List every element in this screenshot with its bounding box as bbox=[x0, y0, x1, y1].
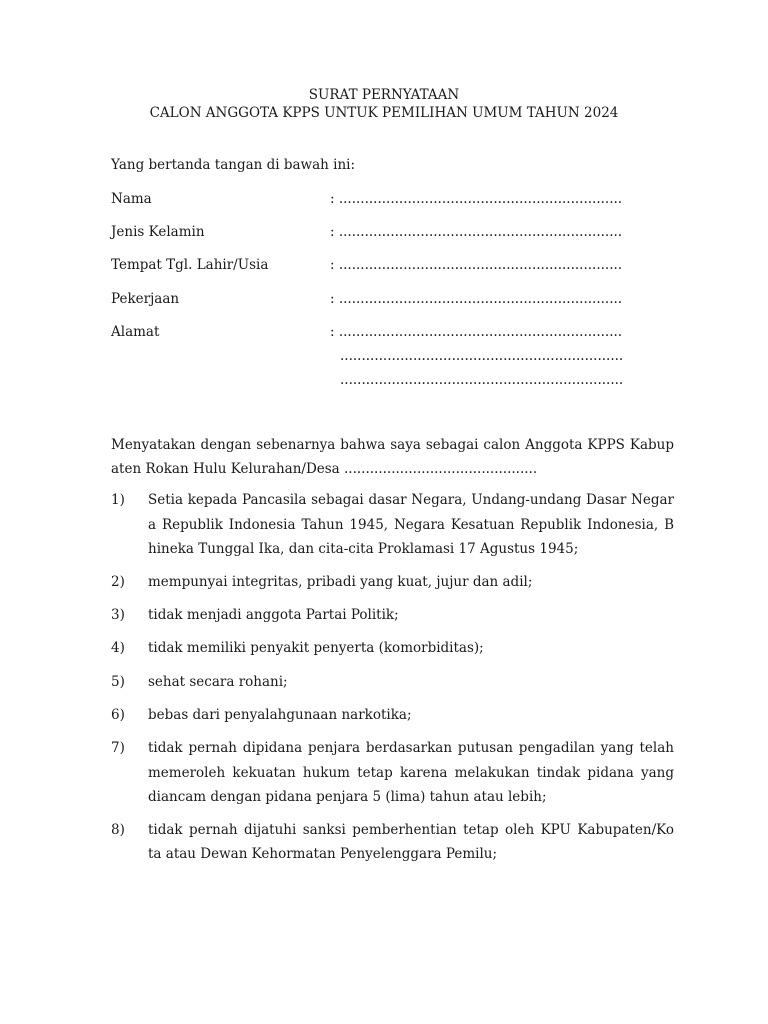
field-value-alamat-line3: .................................................................. bbox=[340, 372, 624, 388]
list-item-number: 5) bbox=[111, 674, 125, 690]
field-label-jenis-kelamin: Jenis Kelamin bbox=[111, 224, 205, 240]
list-item-number: 6) bbox=[111, 707, 125, 723]
list-item-number: 3) bbox=[111, 607, 125, 623]
list-item-number: 2) bbox=[111, 574, 125, 590]
field-value-alamat-line2: .................................................................. bbox=[340, 348, 624, 364]
list-item-line: a Republik Indonesia Tahun 1945, Negara Kesatuan Republik Indonesia, B bbox=[148, 517, 674, 533]
field-value-tempat-tgl-lahir: : .................................................................. bbox=[330, 257, 623, 273]
field-value-nama: : .................................................................. bbox=[330, 191, 623, 207]
intro-text: Yang bertanda tangan di bawah ini: bbox=[111, 157, 356, 173]
list-item-line: tidak pernah dijatuhi sanksi pemberhentian tetap oleh KPU Kabupaten/Ko bbox=[148, 822, 674, 838]
list-item-line: ta atau Dewan Kehormatan Penyelenggara Pemilu; bbox=[148, 846, 498, 862]
list-item-line: mempunyai integritas, pribadi yang kuat, jujur dan adil; bbox=[148, 574, 533, 590]
field-label-tempat-tgl-lahir: Tempat Tgl. Lahir/Usia bbox=[111, 257, 269, 273]
field-label-nama: Nama bbox=[111, 191, 152, 207]
list-item-line: sehat secara rohani; bbox=[148, 674, 288, 690]
list-item-line: tidak memiliki penyakit penyerta (komorbiditas); bbox=[148, 640, 484, 656]
field-value-pekerjaan: : .................................................................. bbox=[330, 291, 623, 307]
list-item-number: 7) bbox=[111, 740, 125, 756]
list-item-line: diancam dengan pidana penjara 5 (lima) tahun atau lebih; bbox=[148, 789, 547, 805]
field-value-alamat: : .................................................................. bbox=[330, 324, 623, 340]
field-label-pekerjaan: Pekerjaan bbox=[111, 291, 180, 307]
list-item-line: memeroleh kekuatan hukum tetap karena melakukan tindak pidana yang bbox=[148, 765, 674, 781]
statement-line: Menyatakan dengan sebenarnya bahwa saya sebagai calon Anggota KPPS Kabup bbox=[111, 437, 674, 453]
list-item-line: Setia kepada Pancasila sebagai dasar Negara, Undang-undang Dasar Negar bbox=[148, 492, 674, 508]
list-item-line: tidak menjadi anggota Partai Politik; bbox=[148, 607, 399, 623]
field-value-jenis-kelamin: : .................................................................. bbox=[330, 224, 623, 240]
list-item-number: 4) bbox=[111, 640, 125, 656]
list-item-line: tidak pernah dipidana penjara berdasarkan putusan pengadilan yang telah bbox=[148, 740, 674, 756]
list-item-line: hineka Tunggal Ika, dan cita-cita Proklamasi 17 Agustus 1945; bbox=[148, 541, 579, 557]
list-item-line: bebas dari penyalahgunaan narkotika; bbox=[148, 707, 412, 723]
document-subtitle: CALON ANGGOTA KPPS UNTUK PEMILIHAN UMUM TAHUN 2024 bbox=[149, 105, 619, 121]
list-item-number: 8) bbox=[111, 822, 125, 838]
field-label-alamat: Alamat bbox=[111, 324, 160, 340]
list-item-number: 1) bbox=[111, 492, 125, 508]
statement-line: aten Rokan Hulu Kelurahan/Desa ............................................. bbox=[111, 461, 538, 477]
document-title: SURAT PERNYATAAN bbox=[308, 87, 460, 103]
